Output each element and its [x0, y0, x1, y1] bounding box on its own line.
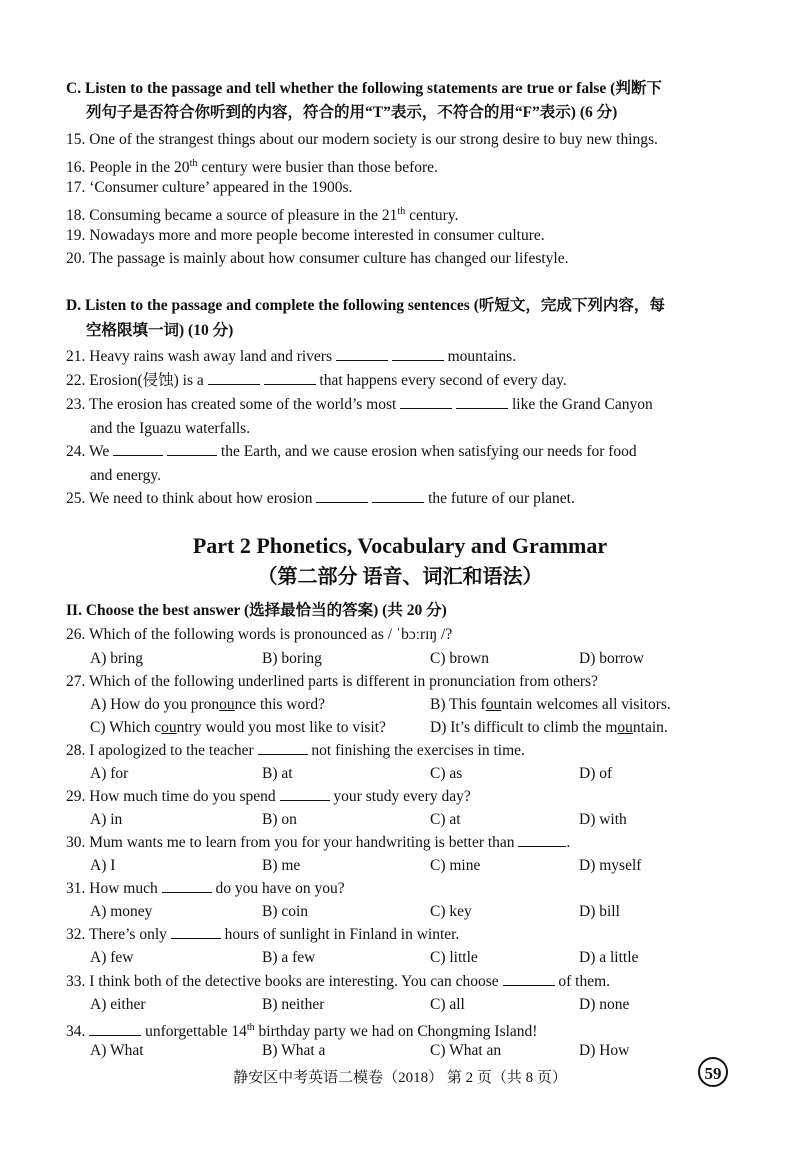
- question-31: 31. How much do you have on you?: [66, 880, 345, 897]
- q33-option-b[interactable]: B) neither: [262, 996, 325, 1013]
- q28-option-a[interactable]: A) for: [90, 765, 129, 782]
- question-17: 17. ‘Consumer culture’ appeared in the 1900s.: [66, 179, 353, 196]
- q30-option-b[interactable]: B) me: [262, 857, 301, 874]
- q27-option-d[interactable]: D) It’s difficult to climb the mountain.: [430, 719, 668, 736]
- answer-blank[interactable]: [171, 925, 221, 939]
- question-26: 26. Which of the following words is pronounced as / ˈbɔːrɪŋ /?: [66, 626, 453, 643]
- q34-option-a[interactable]: A) What: [90, 1042, 144, 1059]
- question-33: 33. I think both of the detective books are interesting. You can choose of them.: [66, 973, 611, 990]
- q32-option-a[interactable]: A) few: [90, 949, 134, 966]
- answer-blank[interactable]: [392, 347, 444, 361]
- part-2-subtitle: （第二部分 语音、词汇和语法）: [257, 566, 543, 588]
- question-29: 29. How much time do you spend your study every day?: [66, 788, 471, 805]
- answer-blank[interactable]: [167, 442, 217, 456]
- question-23: 23. The erosion has created some of the world’s most like the Grand Canyon: [66, 396, 653, 413]
- q32-option-d[interactable]: D) a little: [579, 949, 639, 966]
- q33-option-c[interactable]: C) all: [430, 996, 465, 1013]
- q26-option-d[interactable]: D) borrow: [579, 650, 644, 667]
- q33-option-a[interactable]: A) either: [90, 996, 146, 1013]
- q28-option-c[interactable]: C) as: [430, 765, 463, 782]
- question-19: 19. Nowadays more and more people become interested in consumer culture.: [66, 227, 545, 244]
- q26-option-a[interactable]: A) bring: [90, 650, 143, 667]
- page-number-badge: 59: [698, 1057, 728, 1087]
- answer-blank[interactable]: [264, 371, 316, 385]
- question-24: 24. We the Earth, and we cause erosion when satisfying our needs for food: [66, 443, 637, 460]
- section-d-heading-line2: 空格限填一词) (10 分): [86, 322, 234, 339]
- q31-option-a[interactable]: A) money: [90, 903, 153, 920]
- q27-option-a[interactable]: A) How do you pronounce this word?: [90, 696, 326, 713]
- answer-blank[interactable]: [258, 741, 308, 755]
- question-30: 30. Mum wants me to learn from you for your handwriting is better than .: [66, 834, 571, 851]
- page-footer: 静安区中考英语二模卷（2018） 第 2 页（共 8 页）: [233, 1070, 567, 1086]
- q26-option-c[interactable]: C) brown: [430, 650, 489, 667]
- answer-blank[interactable]: [372, 489, 424, 503]
- q29-option-c[interactable]: C) at: [430, 811, 461, 828]
- q32-option-c[interactable]: C) little: [430, 949, 478, 966]
- q26-option-b[interactable]: B) boring: [262, 650, 322, 667]
- question-18: 18. Consuming became a source of pleasure in the 21th century.: [66, 206, 459, 225]
- answer-blank[interactable]: [280, 787, 330, 801]
- question-25: 25. We need to think about how erosion the future of our planet.: [66, 490, 575, 507]
- q27-option-b[interactable]: B) This fountain welcomes all visitors.: [430, 696, 671, 713]
- question-20: 20. The passage is mainly about how consumer culture has changed our lifestyle.: [66, 250, 569, 267]
- q30-option-a[interactable]: A) I: [90, 857, 116, 874]
- answer-blank[interactable]: [503, 972, 555, 986]
- q34-option-b[interactable]: B) What a: [262, 1042, 326, 1059]
- question-15: 15. One of the strangest things about our modern society is our strong desire to buy new things.: [66, 131, 658, 148]
- q28-option-b[interactable]: B) at: [262, 765, 293, 782]
- section-c-heading-line1: C. Listen to the passage and tell whether the following statements are true or false (判断下: [66, 80, 662, 97]
- answer-blank[interactable]: [518, 833, 566, 847]
- section-ii-heading: II. Choose the best answer (选择最恰当的答案) (共 20 分): [66, 602, 447, 619]
- q34-option-d[interactable]: D) How: [579, 1042, 630, 1059]
- q29-option-d[interactable]: D) with: [579, 811, 627, 828]
- question-34: 34. unforgettable 14th birthday party we had on Chongming Island!: [66, 1022, 538, 1041]
- q31-option-d[interactable]: D) bill: [579, 903, 620, 920]
- q28-option-d[interactable]: D) of: [579, 765, 613, 782]
- q29-option-b[interactable]: B) on: [262, 811, 297, 828]
- part-2-title: Part 2 Phonetics, Vocabulary and Grammar: [192, 533, 608, 558]
- answer-blank[interactable]: [456, 395, 508, 409]
- q31-option-c[interactable]: C) key: [430, 903, 472, 920]
- answer-blank[interactable]: [336, 347, 388, 361]
- question-23-continued: and the Iguazu waterfalls.: [90, 420, 251, 437]
- answer-blank[interactable]: [113, 442, 163, 456]
- answer-blank[interactable]: [400, 395, 452, 409]
- section-c-heading-line2: 列句子是否符合你听到的内容，符合的用“T”表示，不符合的用“F”表示) (6 分): [86, 104, 618, 121]
- q31-option-b[interactable]: B) coin: [262, 903, 309, 920]
- question-21: 21. Heavy rains wash away land and rivers mountains.: [66, 348, 517, 365]
- q30-option-c[interactable]: C) mine: [430, 857, 481, 874]
- answer-blank[interactable]: [208, 371, 260, 385]
- question-22: 22. Erosion(侵蚀) is a that happens every second of every day.: [66, 372, 567, 389]
- question-27: 27. Which of the following underlined parts is different in pronunciation from others?: [66, 673, 598, 690]
- question-28: 28. I apologized to the teacher not finishing the exercises in time.: [66, 742, 525, 759]
- question-16: 16. People in the 20th century were busier than those before.: [66, 158, 438, 177]
- q32-option-b[interactable]: B) a few: [262, 949, 316, 966]
- q29-option-a[interactable]: A) in: [90, 811, 123, 828]
- question-32: 32. There’s only hours of sunlight in Finland in winter.: [66, 926, 460, 943]
- answer-blank[interactable]: [162, 879, 212, 893]
- q34-option-c[interactable]: C) What an: [430, 1042, 502, 1059]
- answer-blank[interactable]: [89, 1022, 141, 1036]
- answer-blank[interactable]: [316, 489, 368, 503]
- q27-option-c[interactable]: C) Which country would you most like to visit?: [90, 719, 386, 736]
- q33-option-d[interactable]: D) none: [579, 996, 630, 1013]
- q30-option-d[interactable]: D) myself: [579, 857, 642, 874]
- section-d-heading-line1: D. Listen to the passage and complete the following sentences (听短文，完成下列内容，每: [66, 297, 665, 314]
- question-24-continued: and energy.: [90, 467, 162, 484]
